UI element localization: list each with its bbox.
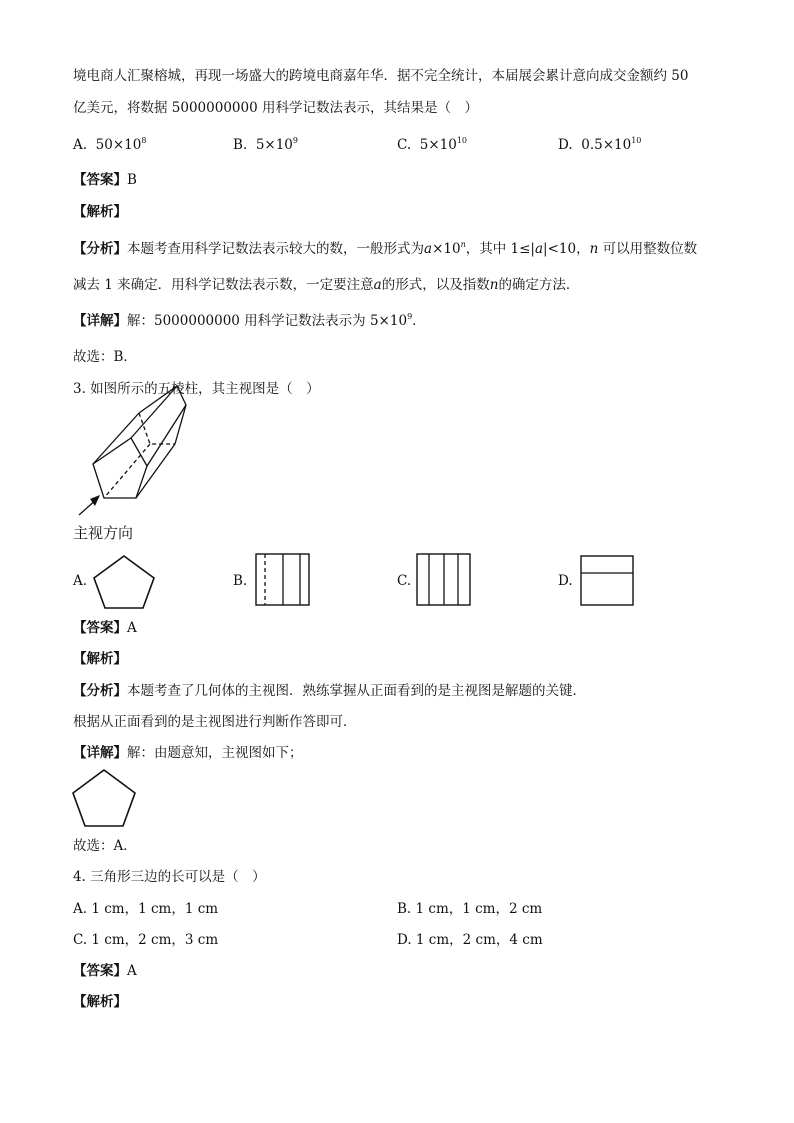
q2-xiangjie: 【详解】解：5000000000 用科学记数法表示为 $5\times 10^9$．: [73, 312, 426, 329]
q3-choice: 故选：A．: [73, 838, 137, 854]
q2-option-c: C. $5\times 10^{10}$: [397, 136, 468, 153]
q2-fenxi-line1: 【分析】本题考查用科学记数法表示较大的数，一般形式为$a\times 10^n$，其中 1≤|a|<10，n 可以用整数位数: [73, 240, 698, 257]
q4-answer: 【答案】A: [73, 963, 137, 979]
q3-option-c-label: C.: [397, 573, 412, 589]
q2-option-a: A. $50\times 10^8$: [73, 136, 147, 153]
q2-analysis-heading: 【解析】: [73, 204, 127, 220]
q2-fenxi-line2: 减去 1 来确定．用科学记数法表示数，一定要注意a的形式，以及指数n的确定方法．: [73, 277, 580, 293]
q3-answer: 【答案】A: [73, 620, 137, 636]
q3-analysis-heading: 【解析】: [73, 651, 127, 667]
q4-option-d: D. 1 cm，2 cm，4 cm: [397, 932, 543, 948]
q4-stem: 4. 三角形三边的长可以是（ ）: [73, 869, 266, 885]
q2-option-d: D. $0.5\times 10^{10}$: [558, 136, 642, 153]
q2-stem-line2: 亿美元，将数据 5000000000 用科学记数法表示，其结果是（ ）: [73, 100, 478, 116]
view-direction-label: 主视方向: [73, 524, 134, 542]
q2-answer: 【答案】B: [73, 172, 137, 188]
q3-option-a-label: A.: [73, 573, 88, 589]
q2-choice: 故选：B．: [73, 349, 137, 365]
q3-stem: 3. 如图所示的五棱柱，其主视图是（ ）: [73, 381, 320, 397]
q4-option-a: A. 1 cm，1 cm，1 cm: [73, 901, 219, 917]
q3-option-b-label: B.: [233, 573, 248, 589]
q3-option-d-label: D.: [558, 573, 573, 589]
q4-option-c: C. 1 cm，2 cm，3 cm: [73, 932, 219, 948]
q4-analysis-heading: 【解析】: [73, 994, 127, 1010]
q3-xiangjie: 【详解】解：由题意知，主视图如下；: [73, 745, 303, 761]
q2-stem-line1: 境电商人汇聚榕城，再现一场盛大的跨境电商嘉年华．据不完全统计，本届展会累计意向成交金额约 50: [73, 68, 689, 84]
q2-option-b: B. $5\times 10^9$: [233, 136, 298, 153]
q3-fenxi-line2: 根据从正面看到的是主视图进行判断作答即可．: [73, 714, 357, 730]
q4-option-b: B. 1 cm，1 cm，2 cm: [397, 901, 543, 917]
q3-fenxi: 【分析】本题考查了几何体的主视图．熟练掌握从正面看到的是主视图是解题的关键．: [73, 683, 586, 699]
